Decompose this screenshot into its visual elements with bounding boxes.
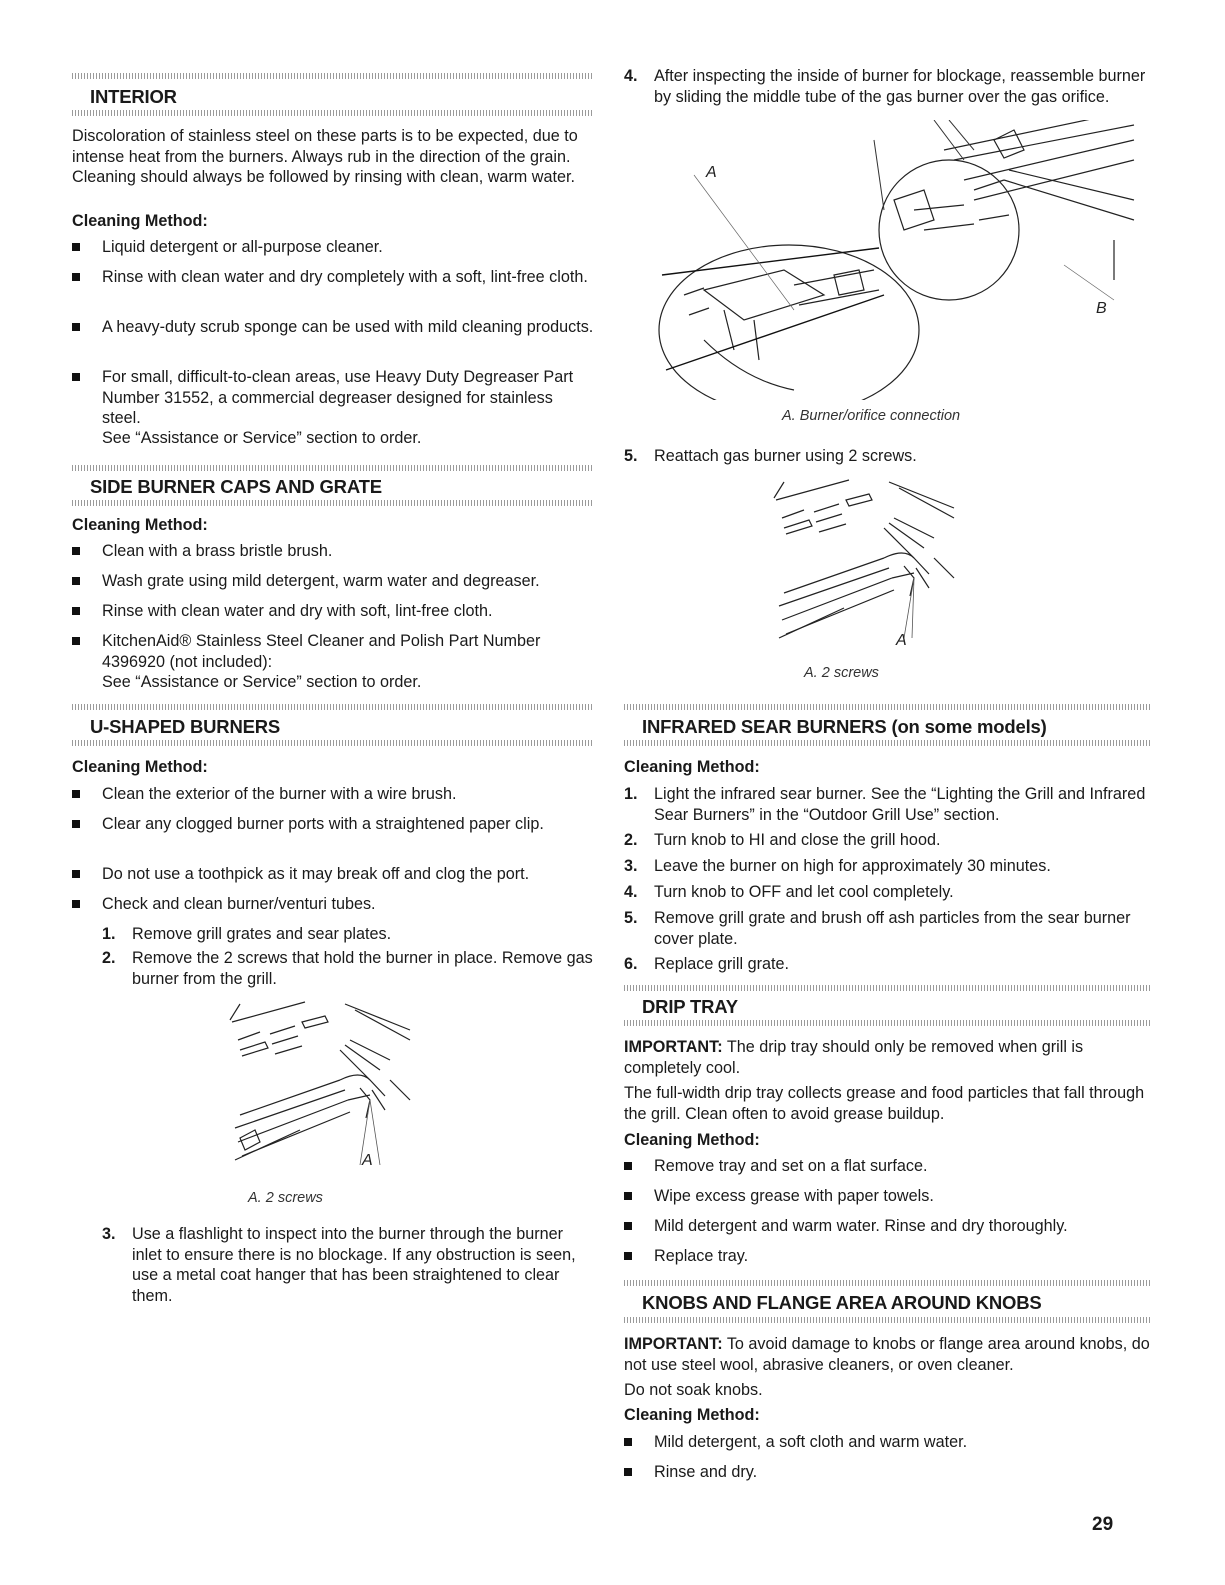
bullet-icon: [72, 870, 80, 878]
list-item: Mild detergent, a soft cloth and warm water.: [624, 1432, 1150, 1453]
u-shaped-heading: U-SHAPED BURNERS: [90, 716, 281, 737]
section-rule: [624, 1280, 1150, 1286]
section-rule: [72, 704, 594, 710]
list-item: Rinse with clean water and dry with soft, lint-free cloth.: [72, 601, 594, 622]
list-item: Replace tray.: [624, 1246, 1150, 1267]
bullet-icon: [72, 607, 80, 615]
figure-label-b: B: [1096, 300, 1107, 317]
list-item: Clean the exterior of the burner with a wire brush.: [72, 784, 594, 805]
step-item: 6. Replace grill grate.: [624, 955, 789, 973]
list-item: A heavy-duty scrub sponge can be used with mild cleaning products.: [72, 317, 594, 338]
bullet-icon: [72, 243, 80, 251]
step-item: 2. Turn knob to HI and close the grill hood.: [624, 831, 941, 849]
drip-tray-para: The full-width drip tray collects grease and food particles that fall through the grill. Clean often to avoid grease buildup.: [624, 1084, 1145, 1123]
list-item: Liquid detergent or all-purpose cleaner.: [72, 237, 594, 258]
bullet-icon: [624, 1438, 632, 1446]
bullet-icon: [72, 547, 80, 555]
reattach-screws-figure: [764, 478, 964, 658]
bullet-icon: [72, 577, 80, 585]
infrared-method-label: Cleaning Method:: [624, 758, 760, 776]
step-item: 4. After inspecting the inside of burner for blockage, reassemble burner by sliding the middle tube of the gas burner over the gas orifice.: [624, 67, 1146, 106]
drip-tray-heading: DRIP TRAY: [642, 996, 738, 1017]
interior-see-note: See “Assistance or Service” section to order.: [102, 429, 422, 447]
step-item: 1. Light the infrared sear burner. See the “Lighting the Grill and Infrared Sear Burners” in the “Outdoor Grill Use” section.: [624, 785, 1146, 824]
step-item: 2. Remove the 2 screws that hold the burner in place. Remove gas burner from the grill.: [102, 949, 593, 988]
section-rule: [72, 73, 594, 79]
page-number: 29: [1092, 1514, 1114, 1535]
bullet-icon: [72, 820, 80, 828]
list-item: Clean with a brass bristle brush.: [72, 541, 594, 562]
burner-screws-figure: [220, 1000, 420, 1180]
bullet-icon: [72, 323, 80, 331]
figure-label-a: A: [706, 164, 717, 181]
figure-caption: A. 2 screws: [248, 1190, 323, 1206]
section-rule: [624, 985, 1150, 991]
side-burner-see-note: See “Assistance or Service” section to order.: [102, 673, 422, 691]
section-rule: [624, 704, 1150, 710]
list-item: Remove tray and set on a flat surface.: [624, 1156, 1150, 1177]
list-item: Do not use a toothpick as it may break off and clog the port.: [72, 864, 594, 885]
bullet-icon: [72, 273, 80, 281]
list-item: Check and clean burner/venturi tubes.: [72, 894, 594, 915]
figure-caption: A. Burner/orifice connection: [782, 408, 961, 424]
list-item: Rinse and dry.: [624, 1462, 1150, 1483]
bullet-icon: [624, 1468, 632, 1476]
bullet-icon: [624, 1252, 632, 1260]
figure-label-a: A: [362, 1152, 373, 1169]
drip-tray-method-label: Cleaning Method:: [624, 1131, 760, 1149]
list-item: KitchenAid® Stainless Steel Cleaner and Polish Part Number 4396920 (not included):: [72, 631, 594, 672]
drip-tray-important: IMPORTANT: The drip tray should only be removed when grill is completely cool.: [624, 1038, 1084, 1077]
bullet-icon: [72, 900, 80, 908]
step-item: 1. Remove grill grates and sear plates.: [102, 925, 392, 943]
figure-label-a: A: [896, 632, 907, 649]
list-item: Rinse with clean water and dry completely with a soft, lint-free cloth.: [72, 267, 594, 288]
knobs-para: Do not soak knobs.: [624, 1381, 763, 1399]
figure-caption: A. 2 screws: [804, 665, 879, 681]
bullet-icon: [72, 637, 80, 645]
bullet-icon: [72, 790, 80, 798]
step-item: 4. Turn knob to OFF and let cool completely.: [624, 883, 954, 901]
interior-heading: INTERIOR: [90, 86, 177, 107]
step-item: 5. Remove grill grate and brush off ash particles from the sear burner cover plate.: [624, 909, 1131, 948]
step-item: 3. Use a flashlight to inspect into the burner through the burner inlet to ensure there is no blockage. If any obstruction is seen, use a metal coat hanger that has been straightened to clear them.: [102, 1225, 576, 1305]
side-burner-heading: SIDE BURNER CAPS AND GRATE: [90, 476, 382, 497]
bullet-icon: [72, 373, 80, 381]
side-burner-method-label: Cleaning Method:: [72, 516, 208, 534]
step-item: 3. Leave the burner on high for approximately 30 minutes.: [624, 857, 1051, 875]
bullet-icon: [624, 1192, 632, 1200]
bullet-icon: [624, 1222, 632, 1230]
bullet-icon: [624, 1162, 632, 1170]
knobs-method-label: Cleaning Method:: [624, 1406, 760, 1424]
step-item: 5. Reattach gas burner using 2 screws.: [624, 447, 917, 465]
section-rule: [72, 110, 594, 116]
list-item: For small, difficult-to-clean areas, use Heavy Duty Degreaser Part Number 31552, a commercial degreaser designed for stainless steel.: [72, 367, 594, 429]
section-rule: [624, 1317, 1150, 1323]
u-shaped-method-label: Cleaning Method:: [72, 758, 208, 776]
list-item: Mild detergent and warm water. Rinse and dry thoroughly.: [624, 1216, 1150, 1237]
infrared-heading: INFRARED SEAR BURNERS (on some models): [642, 716, 1047, 737]
list-item: Clear any clogged burner ports with a straightened paper clip.: [72, 814, 594, 835]
knobs-heading: KNOBS AND FLANGE AREA AROUND KNOBS: [642, 1292, 1042, 1313]
list-item: Wipe excess grease with paper towels.: [624, 1186, 1150, 1207]
interior-intro: Discoloration of stainless steel on these parts is to be expected, due to intense heat from the burners. Always rub in the direction of the grain. Cleaning should always be followed by rinsing with clean, warm water.: [72, 127, 578, 186]
section-rule: [72, 500, 594, 506]
list-item: Wash grate using mild detergent, warm water and degreaser.: [72, 571, 594, 592]
section-rule: [624, 1020, 1150, 1026]
interior-method-label: Cleaning Method:: [72, 212, 208, 230]
knobs-important: IMPORTANT: To avoid damage to knobs or flange area around knobs, do not use steel wool, abrasive cleaners, or oven cleaner.: [624, 1335, 1150, 1374]
section-rule: [72, 740, 594, 746]
section-rule: [72, 465, 594, 471]
burner-orifice-figure: [644, 120, 1144, 400]
section-rule: [624, 740, 1150, 746]
